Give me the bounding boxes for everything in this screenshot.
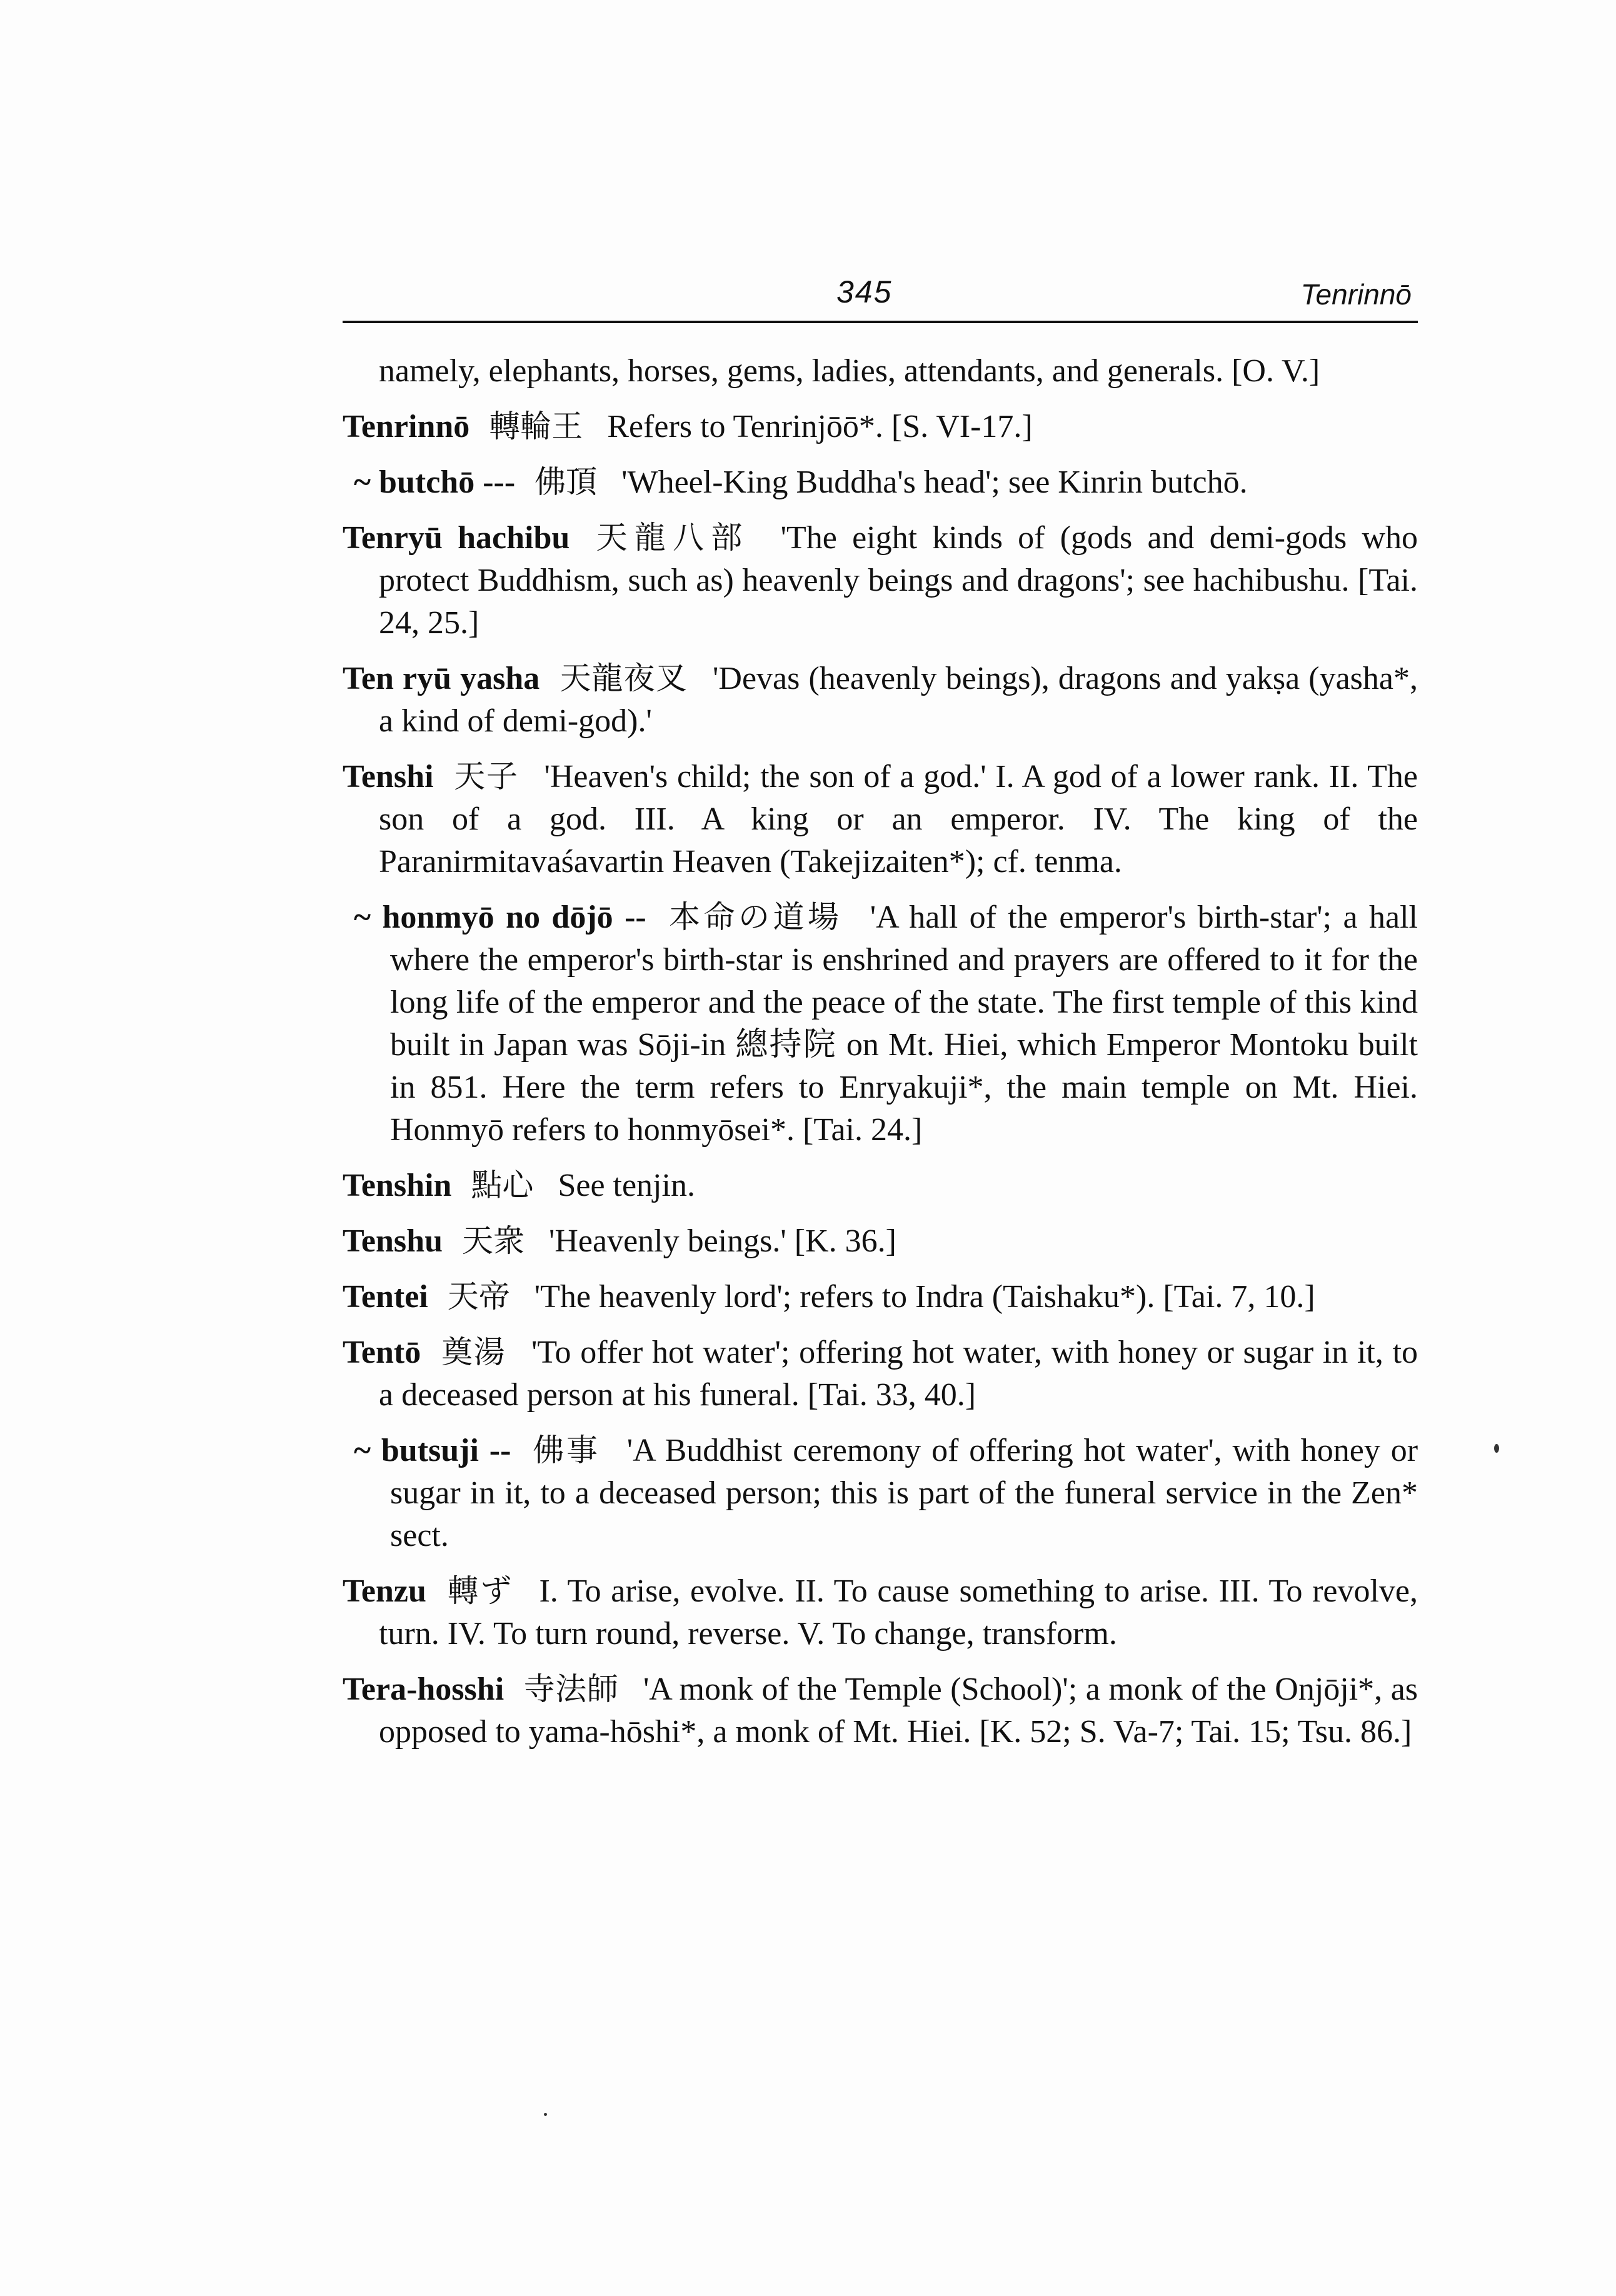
running-head: Tenrinnō [1300, 278, 1412, 311]
entry-definition: See tenjin. [558, 1168, 695, 1203]
entry-definition: 'The eight kinds of (gods and demi-gods who protect Buddhism, such as) heavenly beings and dragons'; see hachibushu. [Tai. 24, 25.] [379, 520, 1418, 641]
entry-kanji: 奠湯 [441, 1334, 506, 1370]
entry-kanji: 天龍八部 [596, 519, 750, 556]
entry-kanji: 天帝 [447, 1278, 510, 1315]
scan-speck [1494, 1444, 1499, 1453]
entry-tenshin [343, 1164, 1418, 1207]
entry-tento-butsuji [343, 1429, 1418, 1557]
entry-definition: 'Wheel-King Buddha's head'; see Kinrin butchō. [621, 464, 1248, 500]
entry-kanji: 佛頂 [534, 464, 598, 500]
entry-definition: 'A Buddhist ceremony of offering hot water', with honey or sugar in it, to a deceased person; this is part of the funeral service in the Zen* sect. [390, 1433, 1418, 1553]
page-number: 345 [836, 274, 893, 309]
entry-headword: Ten ryū yasha [343, 661, 540, 696]
entry-headword: Tenrinnō [343, 409, 470, 444]
entry-definition: Refers to Tenrinjōō*. [S. VI-17.] [607, 409, 1033, 444]
entry-definition: 'Heavenly beings.' [K. 36.] [549, 1223, 896, 1259]
entry-headword: Tenshu [343, 1223, 443, 1259]
entry-kanji: 天子 [454, 758, 519, 795]
entry-tera-hosshi [343, 1668, 1418, 1753]
entry-list [343, 350, 1418, 1766]
header-rule [343, 321, 1418, 323]
entry-headword: Tera-hosshi [343, 1672, 504, 1707]
entry-definition: 'Heaven's child; the son of a god.' I. A god of a lower rank. II. The son of a god. III. A king or an emperor. IV. The king of the Paranirmitavaśavartin Heaven (Takejizaiten*); cf. tenma. [379, 759, 1418, 880]
entry-tentei [343, 1275, 1418, 1318]
entry-continuation [343, 350, 1418, 393]
entry-headword: Tentō [343, 1335, 421, 1370]
entry-headword: ~ butsuji -- [354, 1433, 511, 1468]
entry-headword: ~ honmyō no dōjō -- [354, 900, 646, 935]
entry-definition: I. To arise, evolve. II. To cause something to arise. III. To revolve, turn. IV. To turn round, reverse. V. To change, transform. [379, 1573, 1418, 1652]
entry-honmyo-no-dojo [343, 896, 1418, 1151]
entry-headword: Tenryū hachibu [343, 520, 570, 556]
entry-ten-ryu-yasha [343, 657, 1418, 743]
entry-kanji: 佛事 [533, 1432, 600, 1468]
entry-kanji: 轉輪王 [489, 408, 583, 444]
entry-tenrinno [343, 405, 1418, 448]
entry-definition: 'To offer hot water'; offering hot water, with honey or sugar in it, to a deceased person at his funeral. [Tai. 33, 40.] [379, 1335, 1418, 1413]
entry-kanji: 寺法師 [523, 1671, 619, 1707]
entry-kanji: 本命の道場 [669, 899, 843, 935]
entry-kanji: 轉ず [447, 1573, 513, 1609]
entry-kanji: 點心 [471, 1167, 534, 1203]
entry-headword: Tentei [343, 1279, 428, 1315]
entry-headword: Tenshin [343, 1168, 452, 1203]
entry-headword: Tenzu [343, 1573, 426, 1609]
entry-kanji: 天龍夜叉 [560, 660, 688, 696]
entry-butcho [343, 461, 1418, 504]
entry-definition: 'A monk of the Temple (School)'; a monk of the Onjōji*, as opposed to yama-hōshi*, a monk of Mt. Hiei. [K. 52; S. Va-7; Tai. 15; Tsu. 86.] [379, 1672, 1418, 1750]
entry-definition: 'A hall of the emperor's birth-star'; a hall where the emperor's birth-star is enshrined and prayers are offered to it for the long life of the emperor and the peace of the state. The first temple of this kind built in Japan was Sōji-in 總持院 on Mt. Hiei, which Emperor Montoku built in 851. Here the term refers to Enryakuji*, the main temple on Mt. Hiei. Honmyō refers to honmyōsei*. [Tai. 24.] [390, 900, 1418, 1148]
page-header [343, 269, 1418, 325]
entry-definition: 'The heavenly lord'; refers to Indra (Taishaku*). [Tai. 7, 10.] [534, 1279, 1315, 1315]
entry-headword: Tenshi [343, 759, 434, 795]
entry-tenshu [343, 1220, 1418, 1263]
scan-speck [544, 2113, 547, 2116]
entry-kanji: 天衆 [462, 1223, 524, 1259]
entry-definition: 'Devas (heavenly beings), dragons and yakṣa (yasha*, a kind of demi-god).' [379, 661, 1418, 739]
entry-tenzu [343, 1570, 1418, 1655]
entry-tenshi [343, 755, 1418, 883]
entry-headword: ~ butchō --- [354, 464, 516, 500]
entry-tenryu-hachibu [343, 516, 1418, 644]
entry-tento [343, 1331, 1418, 1416]
entry-definition: namely, elephants, horses, gems, ladies, attendants, and generals. [O. V.] [379, 353, 1320, 389]
